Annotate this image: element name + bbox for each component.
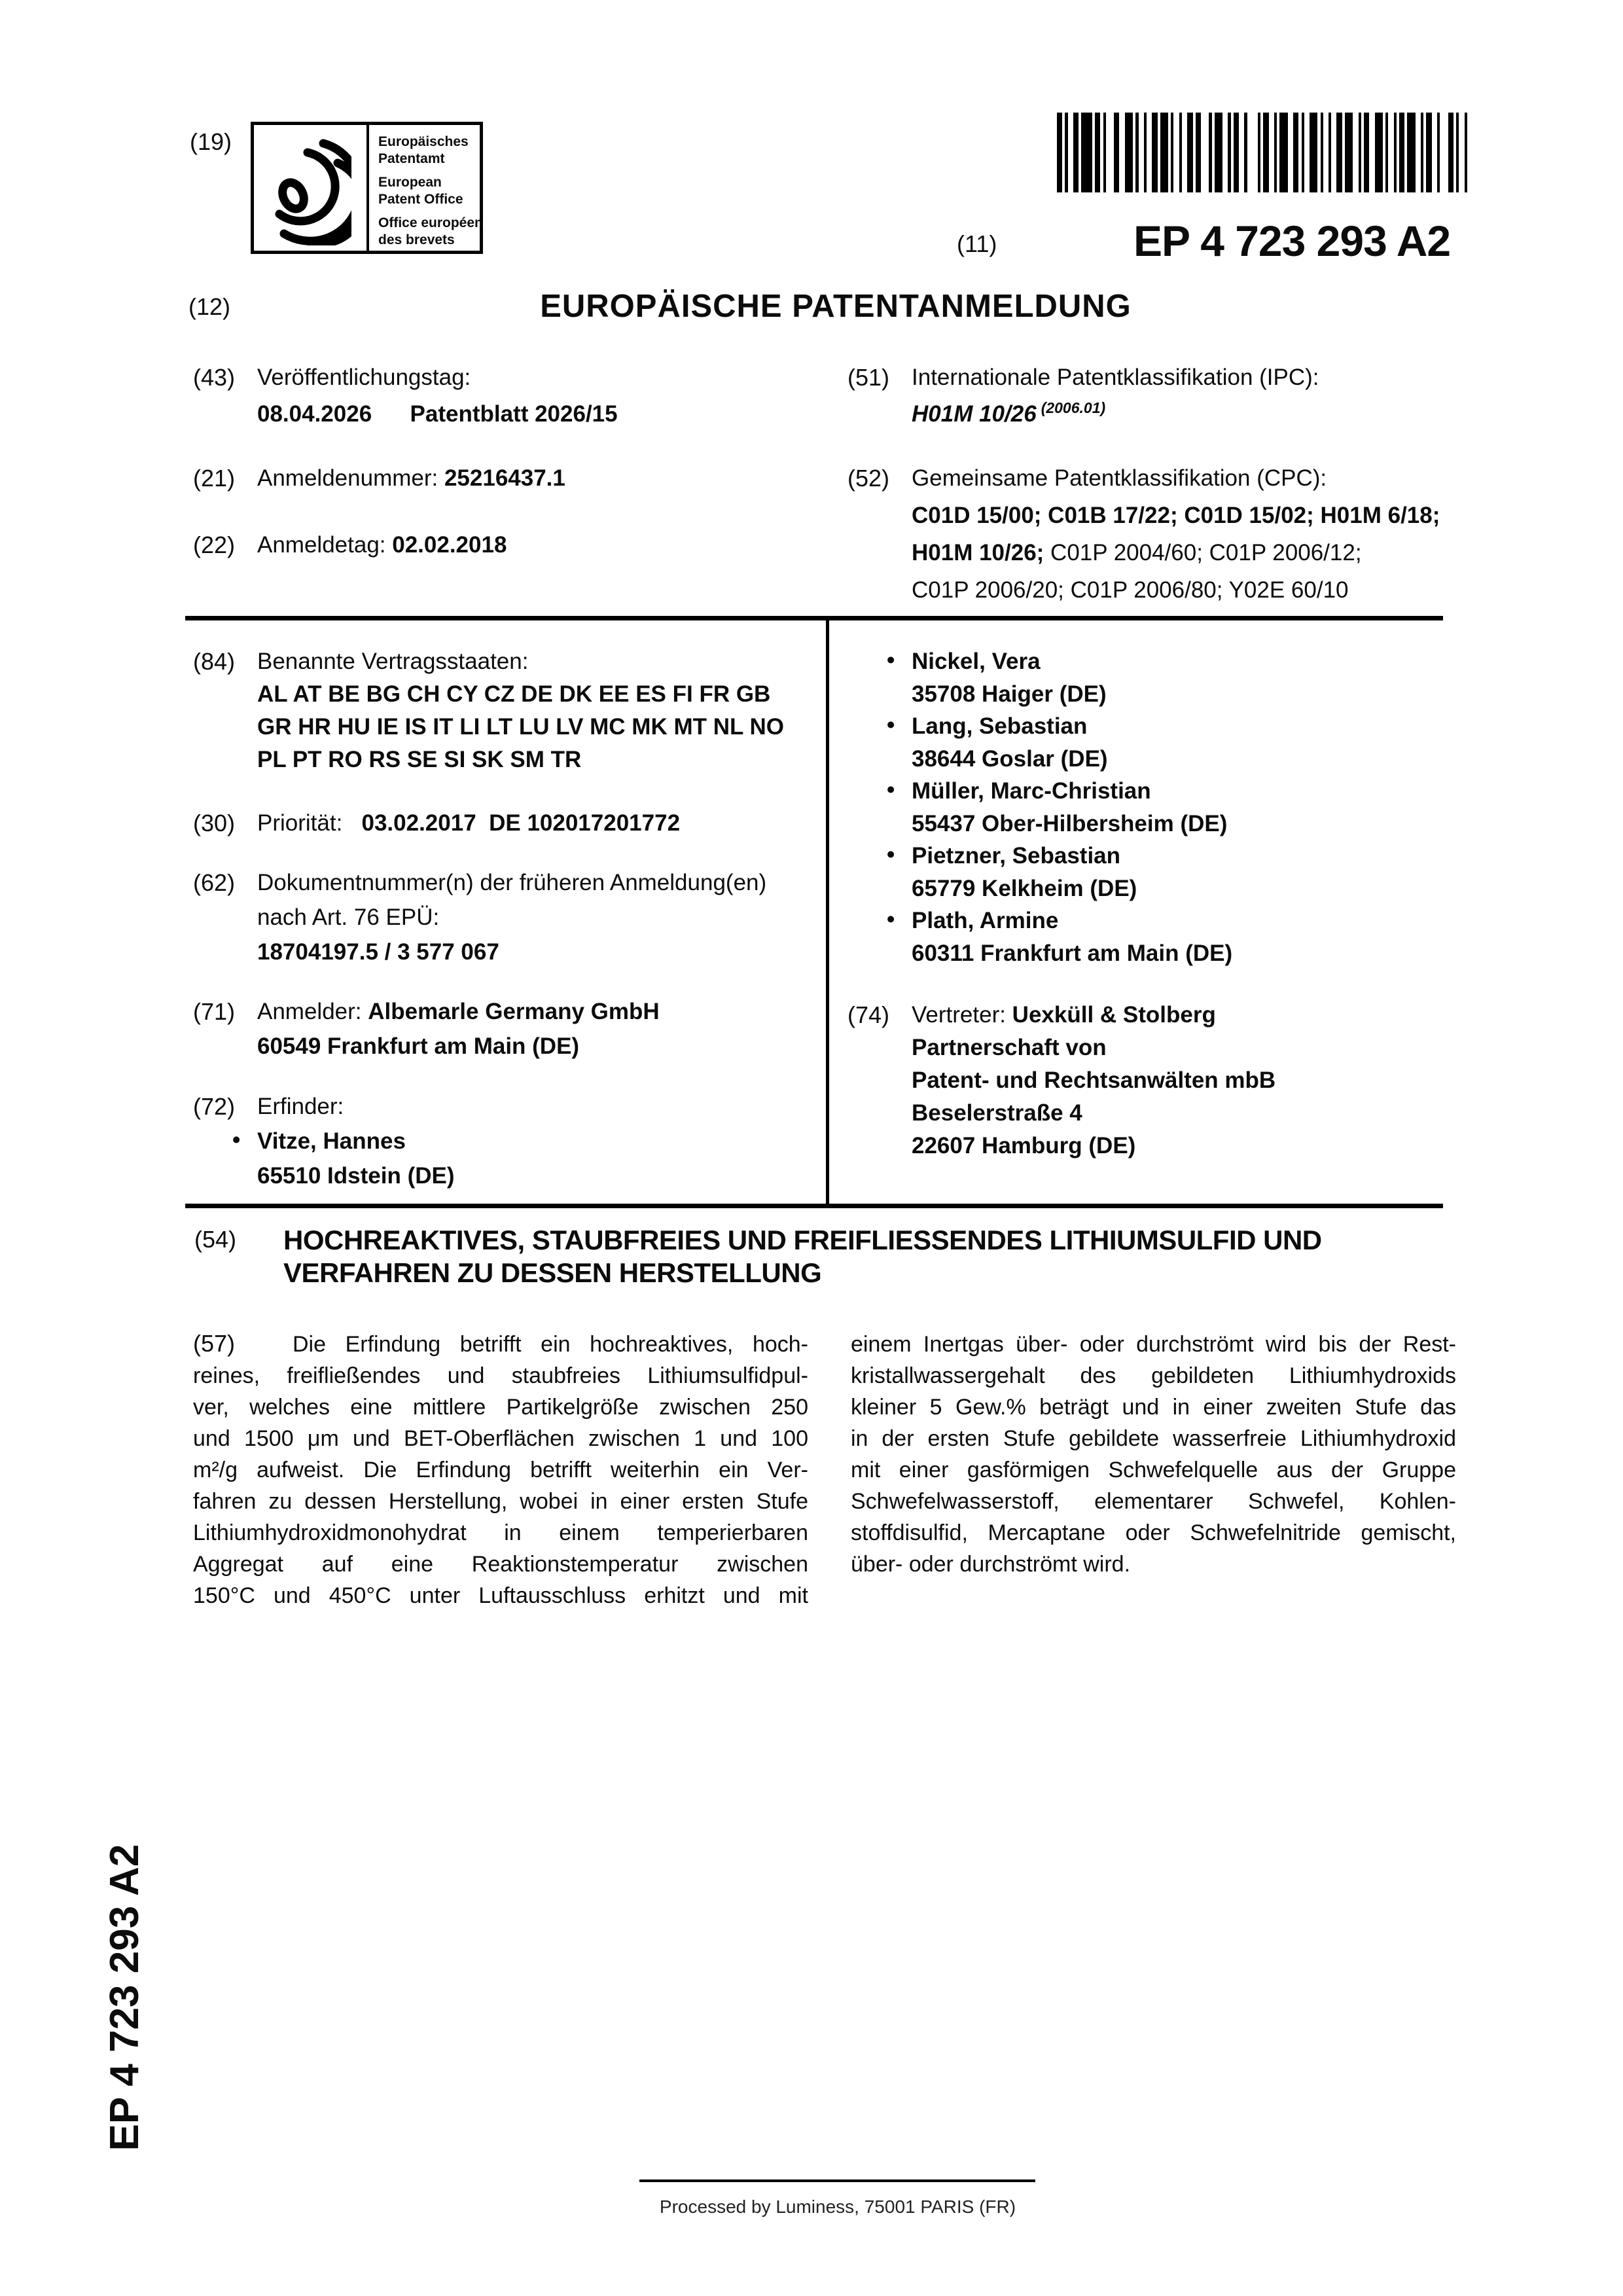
abstract-line: und 1500 μm und BET-Oberflächen zwischen 1 und 100 — [193, 1426, 808, 1451]
abstract-column-left — [193, 1330, 808, 1613]
abstract-line: reines, freifließendes und staubfreies Lithiumsulfidpul- — [193, 1363, 808, 1388]
abstract-line: ver, welches eine mittlere Partikelgröße zwischen 250 — [193, 1395, 808, 1420]
barcode-bar — [1407, 113, 1415, 192]
inid-54-label: (54) — [194, 1226, 237, 1253]
barcode-bar — [1114, 113, 1119, 192]
barcode-bar — [1244, 113, 1247, 192]
abstract-line: Lithiumhydroxidmonohydrat in einem temperierbaren — [193, 1520, 808, 1545]
text-segment: Albemarle Germany GmbH — [368, 999, 660, 1024]
separator-rule-bottom — [185, 1204, 1443, 1208]
text-segment: Anmelder: — [257, 999, 368, 1024]
text-segment: Beselerstraße 4 — [912, 1100, 1082, 1126]
biblio-line — [912, 577, 1349, 604]
barcode — [1057, 113, 1472, 192]
biblio-line — [257, 904, 439, 931]
abstract-line: Aggregat auf eine Reaktionstemperatur zwischen — [193, 1552, 808, 1577]
document-type-heading: EUROPÄISCHE PATENTANMELDUNG — [540, 289, 1132, 324]
text-segment: Anmeldenummer: — [257, 465, 444, 491]
inventor-name — [887, 712, 1088, 740]
text-segment: 02.02.2018 — [392, 532, 507, 558]
abstract-line: in der ersten Stufe gebildete wasserfreie Lithiumhydroxid — [851, 1426, 1456, 1451]
epo-logo-text-de-1: Europäisches — [378, 134, 469, 149]
barcode-bar — [1293, 113, 1298, 192]
epo-logo-text-de-2: Patentamt — [378, 151, 445, 166]
abstract-line: m²/g aufweist. Die Erfindung betrifft weiterhin ein Ver- — [193, 1458, 808, 1482]
barcode-bar — [1421, 113, 1423, 192]
biblio-line — [912, 1034, 1107, 1062]
text-segment: 22607 Hamburg (DE) — [912, 1133, 1136, 1158]
barcode-bar — [1160, 113, 1168, 192]
barcode-bar — [1125, 113, 1133, 192]
inid-43-label: (43) — [193, 364, 236, 391]
text-segment: 65510 Idstein (DE) — [257, 1163, 455, 1189]
text-segment: 08.04.2026 Patentblatt 2026/15 — [257, 401, 618, 427]
barcode-bar — [1394, 113, 1397, 192]
inventor-address — [912, 875, 1137, 903]
text-segment: Uexküll & Stolberg — [1012, 1002, 1216, 1028]
barcode-bar — [1171, 113, 1173, 192]
barcode-bar — [1399, 113, 1404, 192]
list-bullet: • — [887, 777, 895, 802]
text-segment: Erfinder: — [257, 1094, 344, 1119]
barcode-bar — [1135, 113, 1138, 192]
epo-logo-text — [378, 125, 483, 251]
barcode-bar — [1103, 113, 1106, 192]
invention-title-line-1: HOCHREAKTIVES, STAUBFREIES UND FREIFLIESSENDES LITHIUMSULFID UND — [283, 1225, 1322, 1255]
barcode-bar — [1209, 113, 1211, 192]
sidebar-publication-number: EP 4 723 293 A2 — [102, 1844, 147, 2151]
text-segment: 60311 Frankfurt am Main (DE) — [912, 940, 1233, 966]
abstract-line: stoffdisulfid, Mercaptane oder Schwefelnitride gemischt, — [851, 1520, 1456, 1545]
abstract-line: mit einer gasförmigen Schwefelquelle aus der Gruppe — [851, 1458, 1456, 1482]
biblio-line — [912, 502, 1440, 529]
text-segment: Priorität: — [257, 810, 362, 836]
inventor-address — [912, 681, 1107, 708]
abstract-line: Die Erfindung betrifft ein hochreaktives, hoch- — [293, 1332, 808, 1357]
biblio-line — [257, 1093, 344, 1121]
biblio-line — [257, 1162, 455, 1190]
barcode-bar — [1448, 113, 1454, 192]
barcode-bar — [1152, 113, 1157, 192]
inid-71-label: (71) — [193, 998, 236, 1025]
inid-51-label: (51) — [847, 364, 890, 391]
epo-logo-box — [251, 122, 483, 254]
text-segment: PL PT RO RS SE SI SK SM TR — [257, 747, 582, 772]
biblio-line — [912, 1001, 1216, 1029]
text-segment: H01M 10/26; — [912, 540, 1044, 565]
list-bullet: • — [887, 712, 895, 738]
inventor-address — [912, 810, 1227, 838]
barcode-bar — [1321, 113, 1323, 192]
barcode-bar — [1073, 113, 1079, 192]
barcode-bar — [1426, 113, 1431, 192]
epo-logo-text-en-2: Patent Office — [378, 192, 463, 207]
inventor-address — [912, 745, 1108, 773]
biblio-line — [257, 746, 581, 774]
barcode-bar — [1065, 113, 1067, 192]
text-segment: (2006.01) — [1041, 399, 1106, 416]
inid-30-label: (30) — [193, 810, 236, 836]
separator-rule-top — [185, 616, 1443, 620]
invention-title-line-2: VERFAHREN ZU DESSEN HERSTELLUNG — [283, 1257, 822, 1288]
inid-21-label: (21) — [193, 465, 236, 492]
barcode-bar — [1234, 113, 1239, 192]
inid-52-label: (52) — [847, 465, 890, 492]
biblio-line — [257, 401, 618, 428]
text-segment: Internationale Patentklassifikation (IPC): — [912, 365, 1319, 390]
barcode-bar — [1302, 113, 1304, 192]
barcode-bar — [1187, 113, 1192, 192]
text-segment: Müller, Marc-Christian — [912, 778, 1151, 804]
barcode-bar — [1345, 113, 1353, 192]
barcode-bar — [1258, 113, 1260, 192]
barcode-bar — [1274, 113, 1277, 192]
biblio-line — [257, 713, 784, 741]
epo-logo-divider — [366, 125, 369, 251]
epo-logo-text-fr-1: Office européen — [378, 215, 483, 230]
text-segment: C01P 2004/60; C01P 2006/12; — [1044, 540, 1362, 565]
biblio-line — [912, 465, 1327, 492]
text-segment: Benannte Vertragsstaaten: — [257, 649, 529, 674]
text-segment: 60549 Frankfurt am Main (DE) — [257, 1033, 580, 1059]
barcode-bar — [1375, 113, 1383, 192]
text-segment: GR HR HU IE IS IT LI LT LU LV MC MK MT NL NO — [257, 714, 784, 740]
barcode-bar — [1215, 113, 1222, 192]
biblio-line — [257, 939, 499, 966]
biblio-line — [257, 531, 507, 559]
text-segment: Partnerschaft von — [912, 1035, 1107, 1060]
text-segment: H01M 10/26 — [912, 401, 1037, 427]
text-segment: 65779 Kelkheim (DE) — [912, 875, 1137, 901]
inventor-address — [912, 940, 1232, 967]
inventor-name — [887, 647, 1041, 675]
text-segment: Lang, Sebastian — [912, 713, 1088, 739]
barcode-bar — [1437, 113, 1440, 192]
barcode-bar — [1364, 113, 1369, 192]
barcode-bar — [1456, 113, 1459, 192]
text-segment: 35708 Haiger (DE) — [912, 681, 1107, 707]
barcode-bar — [1263, 113, 1268, 192]
text-segment: Anmeldetag: — [257, 532, 393, 558]
biblio-line — [912, 1067, 1275, 1094]
biblio-line — [912, 1132, 1135, 1160]
epo-logo-text-en-1: European — [378, 175, 442, 190]
barcode-bar — [1310, 113, 1317, 192]
text-segment: Veröffentlichungstag: — [257, 365, 471, 390]
barcode-bar — [1329, 113, 1331, 192]
inid-22-label: (22) — [193, 531, 236, 558]
inid-62-label: (62) — [193, 869, 236, 896]
inventor-name — [887, 906, 1059, 935]
text-segment: 38644 Goslar (DE) — [912, 745, 1108, 772]
abstract-line: kleiner 5 Gew.% beträgt und in einer zweiten Stufe das — [851, 1395, 1456, 1420]
biblio-line — [257, 1033, 579, 1060]
text-segment: C01P 2006/20; C01P 2006/80; Y02E 60/10 — [912, 577, 1349, 603]
barcode-bar — [1179, 113, 1182, 192]
abstract-line: 150°C und 450°C unter Luftausschluss erhitzt und mit — [193, 1583, 808, 1608]
list-bullet: • — [887, 842, 895, 867]
barcode-bar — [1385, 113, 1388, 192]
biblio-line — [912, 401, 1105, 428]
text-segment: Dokumentnummer(n) der früheren Anmeldung(en) — [257, 870, 767, 895]
footer-text: Processed by Luminess, 75001 PARIS (FR) — [659, 2197, 1016, 2217]
epo-logo-swirl-icon — [270, 130, 351, 245]
text-segment: Patent- und Rechtsanwälten mbB — [912, 1067, 1276, 1093]
barcode-bar — [1228, 113, 1230, 192]
inid-74-label: (74) — [847, 1001, 890, 1028]
list-bullet: • — [887, 906, 895, 932]
inventor-name — [887, 777, 1151, 805]
text-segment: Vitze, Hannes — [257, 1128, 406, 1154]
text-segment: AL AT BE BG CH CY CZ DE DK EE ES FI FR GB — [257, 681, 771, 707]
inid-57-label: (57) — [193, 1330, 236, 1357]
biblio-line — [912, 539, 1362, 567]
biblio-line — [257, 465, 565, 492]
text-segment: Nickel, Vera — [912, 649, 1041, 674]
biblio-line — [257, 648, 528, 675]
inid-11-label: (11) — [957, 230, 997, 257]
inid-19-label: (19) — [190, 128, 232, 155]
barcode-bar — [1359, 113, 1361, 192]
biblio-line — [232, 1127, 406, 1155]
barcode-bar — [1081, 113, 1092, 192]
text-segment: Vertreter: — [912, 1002, 1012, 1028]
publication-number: EP 4 723 293 A2 — [1133, 217, 1451, 265]
text-segment: Plath, Armine — [912, 908, 1059, 933]
text-segment: C01D 15/00; C01B 17/22; C01D 15/02; H01M 6/18; — [912, 503, 1440, 528]
text-segment: nach Art. 76 EPÜ: — [257, 905, 440, 930]
abstract-line: einem Inertgas über- oder durchströmt wird bis der Rest- — [851, 1332, 1456, 1357]
list-bullet: • — [887, 647, 895, 673]
biblio-line — [257, 998, 660, 1026]
text-segment — [1037, 401, 1041, 427]
biblio-line — [257, 810, 680, 837]
inid-84-label: (84) — [193, 648, 236, 675]
text-segment: Gemeinsame Patentklassifikation (CPC): — [912, 465, 1327, 491]
inid-12-label: (12) — [188, 293, 231, 320]
abstract-line: Schwefelwasserstoff, elementarer Schwefel, Kohlen- — [851, 1489, 1456, 1514]
footer-rule — [639, 2179, 1035, 2182]
inventor-name — [887, 842, 1121, 870]
barcode-bar — [1336, 113, 1342, 192]
text-segment: 55437 Ober-Hilbersheim (DE) — [912, 810, 1228, 836]
inid-72-label: (72) — [193, 1093, 236, 1120]
abstract-line: kristallwassergehalt des gebildeten Lithiumhydroxids — [851, 1363, 1456, 1388]
biblio-line — [257, 681, 770, 708]
barcode-bar — [1279, 113, 1287, 192]
barcode-bar — [1196, 113, 1201, 192]
biblio-line — [257, 869, 766, 897]
text-segment: Pietzner, Sebastian — [912, 843, 1121, 869]
text-segment: 03.02.2017 DE 102017201772 — [361, 810, 681, 836]
biblio-line — [912, 1100, 1082, 1127]
text-segment: 25216437.1 — [444, 465, 565, 491]
epo-logo-text-fr-2: des brevets — [378, 232, 455, 247]
column-divider — [826, 616, 829, 1208]
barcode-bar — [1465, 113, 1467, 192]
biblio-line — [912, 364, 1319, 391]
barcode-bar — [1057, 113, 1062, 192]
abstract-line: fahren zu dessen Herstellung, wobei in einer ersten Stufe — [193, 1489, 808, 1514]
list-bullet: • — [232, 1127, 241, 1153]
text-segment: 18704197.5 / 3 577 067 — [257, 939, 499, 965]
abstract-column-right — [851, 1330, 1456, 1581]
barcode-bar — [1144, 113, 1147, 192]
biblio-line — [257, 364, 471, 391]
barcode-bar — [1095, 113, 1100, 192]
abstract-line: über- oder durchströmt wird. — [851, 1552, 1131, 1577]
